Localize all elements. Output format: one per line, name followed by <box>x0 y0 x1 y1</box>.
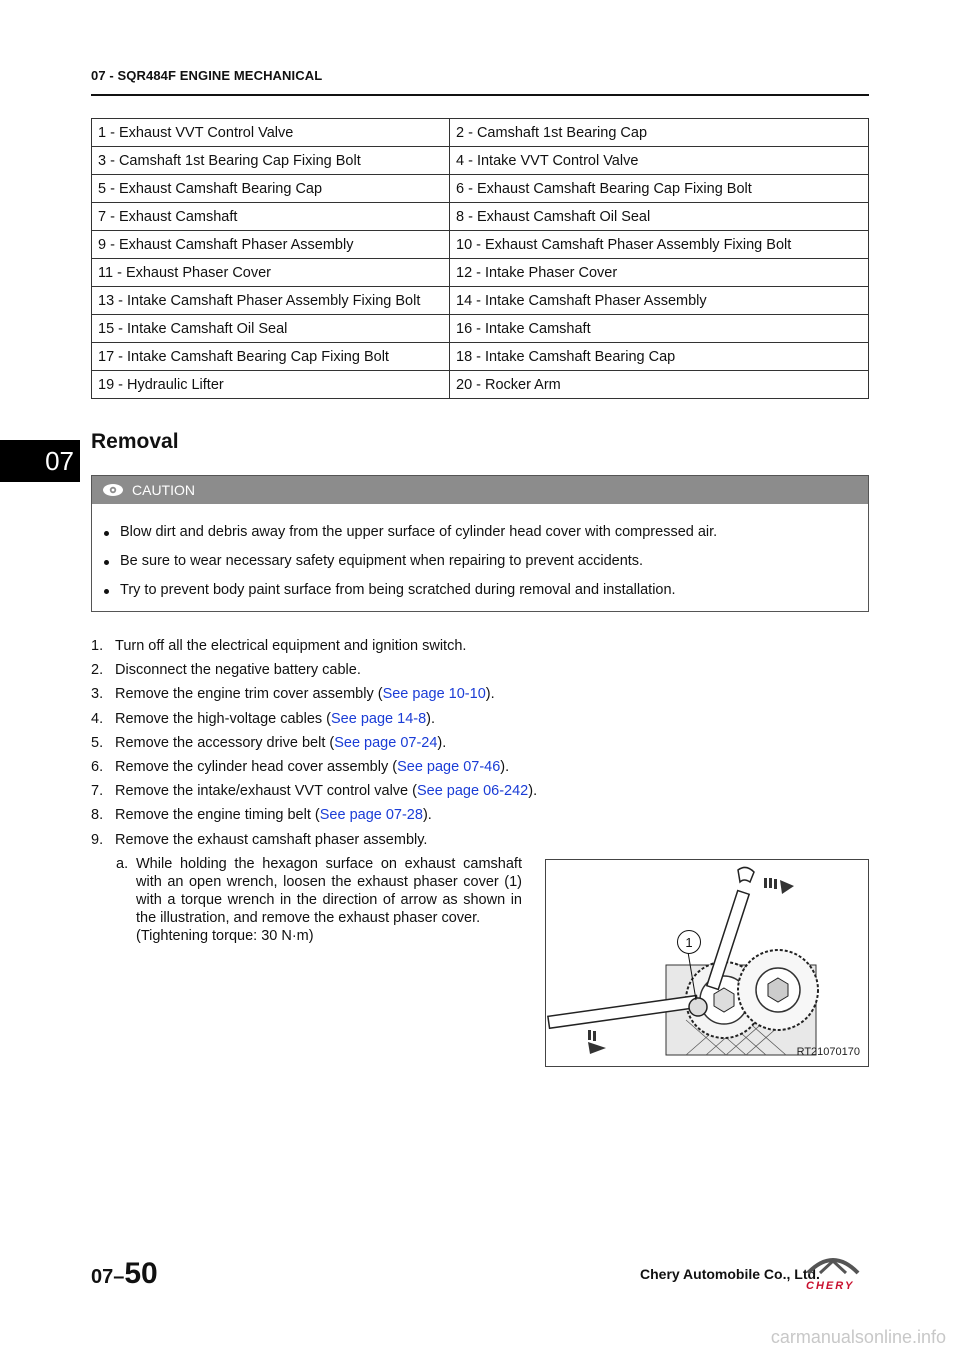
torque-spec: (Tightening torque: 30 N·m) <box>136 928 314 944</box>
step-text-end: ). <box>422 807 432 824</box>
page-reference-link[interactable]: See page 10-10 <box>382 686 486 703</box>
step-text: Remove the high-voltage cables ( <box>115 710 332 727</box>
legend-cell: 2 - Camshaft 1st Bearing Cap <box>450 119 869 147</box>
eye-icon <box>102 483 124 497</box>
legend-cell: 9 - Exhaust Camshaft Phaser Assembly <box>92 231 450 259</box>
step-text-end: ). <box>500 758 510 775</box>
caution-list <box>92 518 868 605</box>
page-reference-link[interactable]: See page 07-28 <box>319 807 423 824</box>
legend-row <box>92 259 869 287</box>
page-number <box>91 1257 158 1291</box>
legend-cell: 7 - Exhaust Camshaft <box>92 203 450 231</box>
figure-code: RT21070170 <box>796 1046 860 1058</box>
step-text: Disconnect the negative battery cable. <box>115 662 361 679</box>
page-reference-link[interactable]: See page 14-8 <box>331 710 427 727</box>
step-number: 3. <box>91 686 104 703</box>
removal-step <box>91 682 869 706</box>
legend-row <box>92 203 869 231</box>
phaser-removal-illustration <box>545 859 869 1067</box>
legend-row <box>92 315 869 343</box>
legend-cell: 17 - Intake Camshaft Bearing Cap Fixing Bolt <box>92 343 450 371</box>
logo-wordmark: CHERY <box>806 1280 855 1292</box>
parts-legend-table <box>91 118 869 399</box>
substep-letter: a. <box>116 856 129 872</box>
step-text: Remove the exhaust camshaft phaser assembly. <box>115 831 428 848</box>
section-title: Removal <box>91 430 179 453</box>
step-text: Remove the accessory drive belt ( <box>115 734 335 751</box>
caution-header <box>92 476 868 504</box>
legend-cell: 4 - Intake VVT Control Valve <box>450 147 869 175</box>
removal-step <box>91 755 869 779</box>
step-text: Turn off all the electrical equipment and ignition switch. <box>115 638 467 654</box>
legend-cell: 8 - Exhaust Camshaft Oil Seal <box>450 203 869 231</box>
legend-row <box>92 343 869 371</box>
step-number: 9. <box>91 831 104 848</box>
legend-cell: 11 - Exhaust Phaser Cover <box>92 259 450 287</box>
legend-cell: 6 - Exhaust Camshaft Bearing Cap Fixing Bolt <box>450 175 869 203</box>
legend-row <box>92 175 869 203</box>
step-number: 4. <box>91 710 104 727</box>
substep-a <box>116 855 522 945</box>
chery-logo-icon <box>800 1255 866 1281</box>
chapter-tab: 07 <box>0 440 80 482</box>
caution-item: Try to prevent body paint surface from being scratched during removal and installation. <box>92 576 868 605</box>
legend-row <box>92 147 869 175</box>
substep-text: While holding the hexagon surface on exhaust camshaft with an open wrench, loosen the exhaust phaser cover (1) with a torque wrench in the direction of arrow as shown in the illustration, and remove the exhaust phaser cover. <box>136 856 522 926</box>
caution-item: Be sure to wear necessary safety equipment when repairing to prevent accidents. <box>92 547 868 576</box>
page-number-value: 50 <box>124 1257 158 1290</box>
page-reference-link[interactable]: See page 07-46 <box>397 758 501 775</box>
step-number: 1. <box>91 638 104 654</box>
step-text: Remove the cylinder head cover assembly ( <box>115 758 398 775</box>
legend-row <box>92 119 869 147</box>
step-number: 2. <box>91 662 104 679</box>
legend-cell: 14 - Intake Camshaft Phaser Assembly <box>450 287 869 315</box>
caution-box <box>91 475 869 612</box>
legend-cell: 20 - Rocker Arm <box>450 371 869 399</box>
legend-cell: 16 - Intake Camshaft <box>450 315 869 343</box>
page-reference-link[interactable]: See page 07-24 <box>334 734 438 751</box>
legend-cell: 13 - Intake Camshaft Phaser Assembly Fixing Bolt <box>92 287 450 315</box>
legend-cell: 19 - Hydraulic Lifter <box>92 371 450 399</box>
company-name: Chery Automobile Co., Ltd. <box>640 1266 820 1282</box>
watermark: carmanualsonline.info <box>770 1327 946 1347</box>
legend-cell: 18 - Intake Camshaft Bearing Cap <box>450 343 869 371</box>
removal-step <box>91 828 869 852</box>
legend-cell: 12 - Intake Phaser Cover <box>450 259 869 287</box>
step-text: Remove the intake/exhaust VVT control valve ( <box>115 783 417 800</box>
removal-step <box>91 658 869 682</box>
removal-step <box>91 634 869 658</box>
page-reference-link[interactable]: See page 06-242 <box>416 783 529 800</box>
callout-1: 1 <box>677 930 701 954</box>
step-text-end: ). <box>528 783 538 800</box>
legend-row <box>92 371 869 399</box>
caution-label: CAUTION <box>132 482 195 498</box>
step-number: 6. <box>91 758 104 775</box>
legend-row <box>92 231 869 259</box>
legend-cell: 15 - Intake Camshaft Oil Seal <box>92 315 450 343</box>
engine-illustration <box>546 860 869 1067</box>
step-text: Remove the engine trim cover assembly ( <box>115 686 383 703</box>
chapter-title: 07 - SQR484F ENGINE MECHANICAL <box>91 68 323 83</box>
removal-steps <box>91 634 869 852</box>
step-text: Remove the engine timing belt ( <box>115 807 320 824</box>
legend-row <box>92 287 869 315</box>
removal-step <box>91 731 869 755</box>
page-section-prefix: 07– <box>91 1266 125 1288</box>
caution-item: Blow dirt and debris away from the upper surface of cylinder head cover with compressed air. <box>92 518 868 547</box>
step-number: 8. <box>91 807 104 824</box>
step-number: 5. <box>91 734 104 751</box>
step-text-end: ). <box>437 734 447 751</box>
step-text-end: ). <box>485 686 495 703</box>
legend-cell: 1 - Exhaust VVT Control Valve <box>92 119 450 147</box>
legend-cell: 10 - Exhaust Camshaft Phaser Assembly Fixing Bolt <box>450 231 869 259</box>
removal-step <box>91 803 869 827</box>
step-number: 7. <box>91 783 104 800</box>
removal-step <box>91 707 869 731</box>
legend-cell: 3 - Camshaft 1st Bearing Cap Fixing Bolt <box>92 147 450 175</box>
removal-step <box>91 779 869 803</box>
step-text-end: ). <box>426 710 436 727</box>
legend-cell: 5 - Exhaust Camshaft Bearing Cap <box>92 175 450 203</box>
header-divider <box>91 94 869 96</box>
